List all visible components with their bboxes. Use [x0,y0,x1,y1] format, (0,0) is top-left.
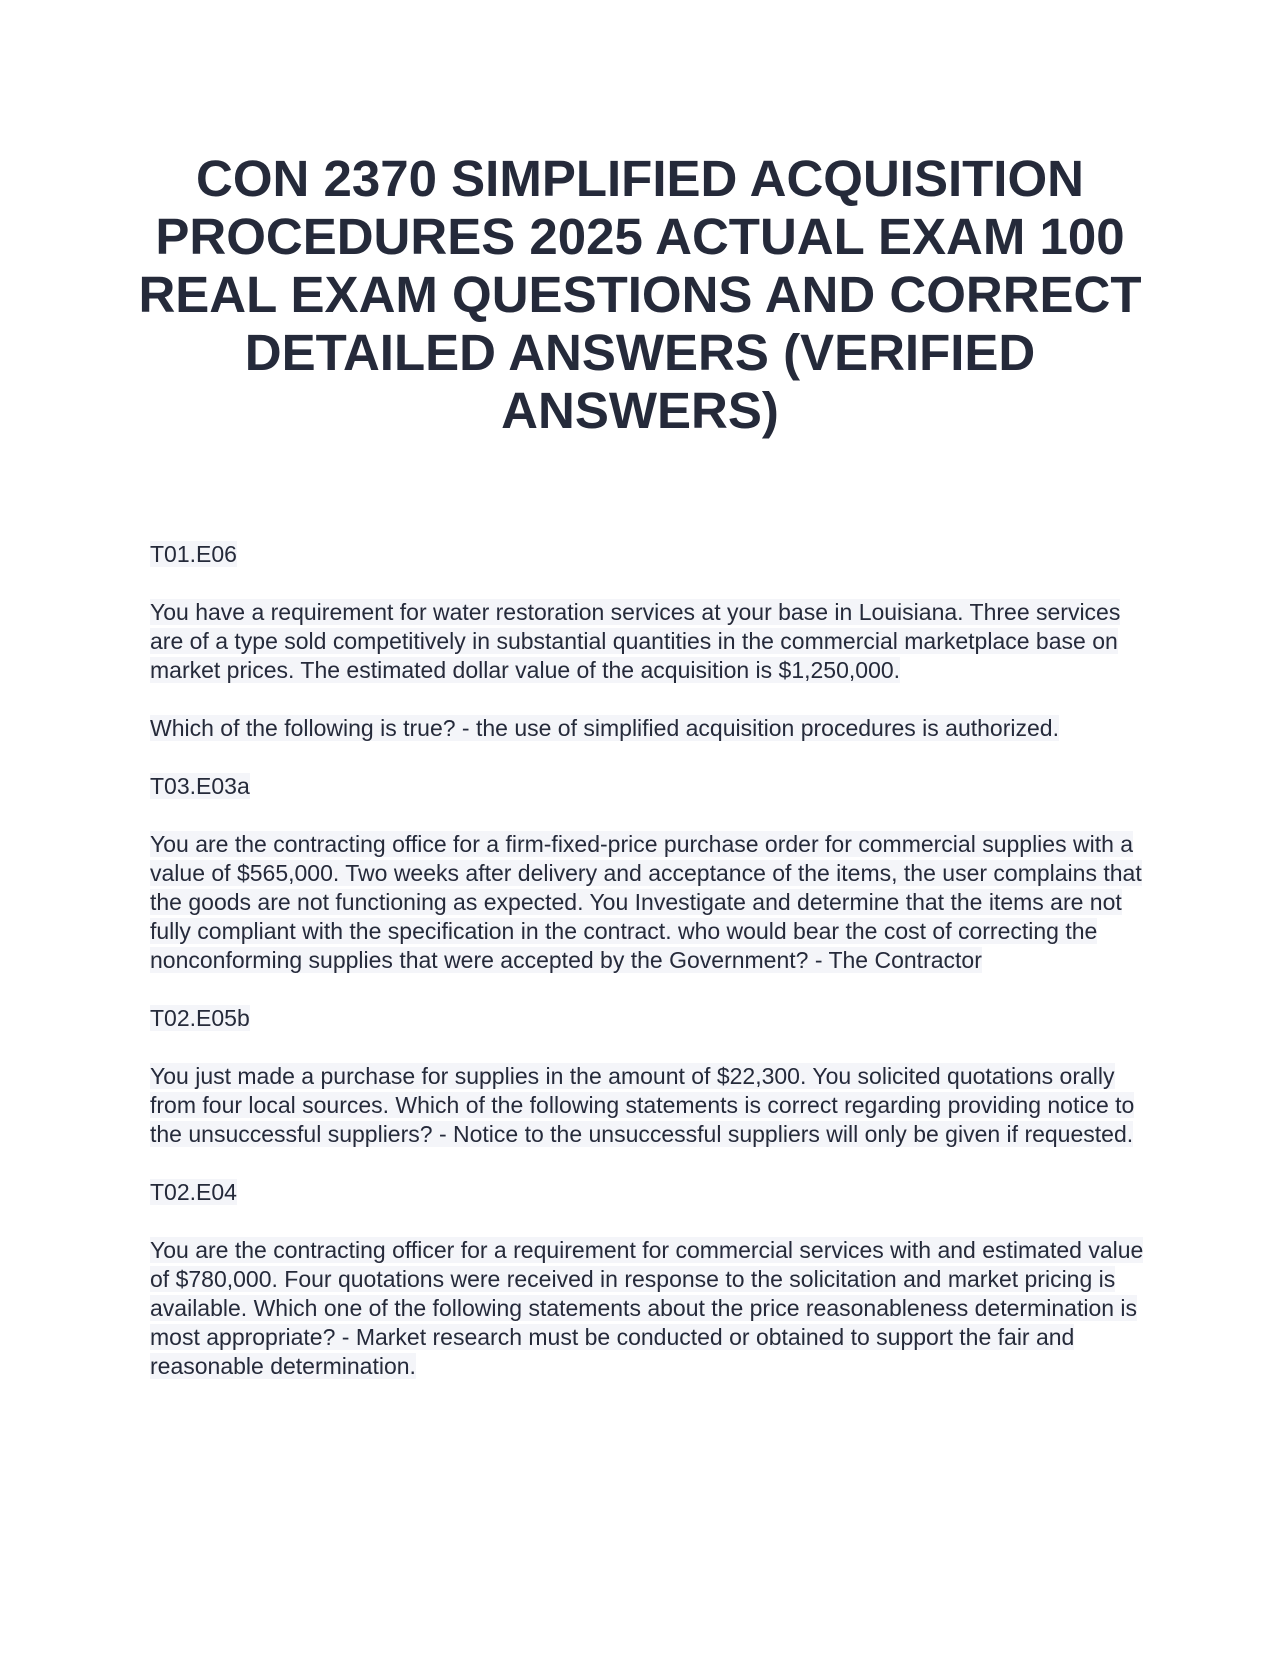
question-code-text: T03.E03a [150,773,250,799]
document-title: CON 2370 SIMPLIFIED ACQUISITION PROCEDURES 2025 ACTUAL EXAM 100 REAL EXAM QUESTIONS AND CORRECT DETAILED ANSWERS (VERIFIED ANSWERS) [138,150,1142,439]
question-text-content: You have a requirement for water restoration services at your base in Louisiana. Three services are of a type sold competitively in substantial quantities in the commercial marketplace base on market prices. The estimated dollar value of the acquisition is $1,250,000. [150,599,1121,683]
question-text-content: You are the contracting office for a firm-fixed-price purchase order for commercial supplies with a value of $565,000. Two weeks after delivery and acceptance of the items, the user complains that the goods are not functioning as expected. You Investigate and determine that the items are not fully compliant with the specification in the contract. who would bear the cost of correcting the nonconforming supplies that were accepted by the Government? - The Contractor [150,831,1142,973]
question-answer-content: Which of the following is true? - the use of simplified acquisition procedures is authorized. [150,715,1059,741]
question-list [150,540,1150,1381]
question-code [150,1178,1150,1207]
question-code [150,1004,1150,1033]
question-code [150,540,1150,569]
question-text [150,1062,1150,1149]
question-answer [150,714,1150,743]
question-text [150,830,1150,975]
question-text-content: You just made a purchase for supplies in the amount of $22,300. You solicited quotations orally from four local sources. Which of the following statements is correct regarding providing notice to the unsuccessful suppliers? - Notice to the unsuccessful suppliers will only be given if requested. [150,1063,1135,1147]
question-text [150,1236,1150,1381]
question-text [150,598,1150,685]
question-text-content: You are the contracting officer for a requirement for commercial services with and estimated value of $780,000. Four quotations were received in response to the solicitation and market pricing is available. Which one of the following statements about the price reasonableness determination is most appropriate? - Market research must be conducted or obtained to support the fair and reasonable determination. [150,1237,1144,1379]
question-code-text: T02.E04 [150,1179,237,1205]
question-code-text: T02.E05b [150,1005,250,1031]
question-code [150,772,1150,801]
question-code-text: T01.E06 [150,541,237,567]
